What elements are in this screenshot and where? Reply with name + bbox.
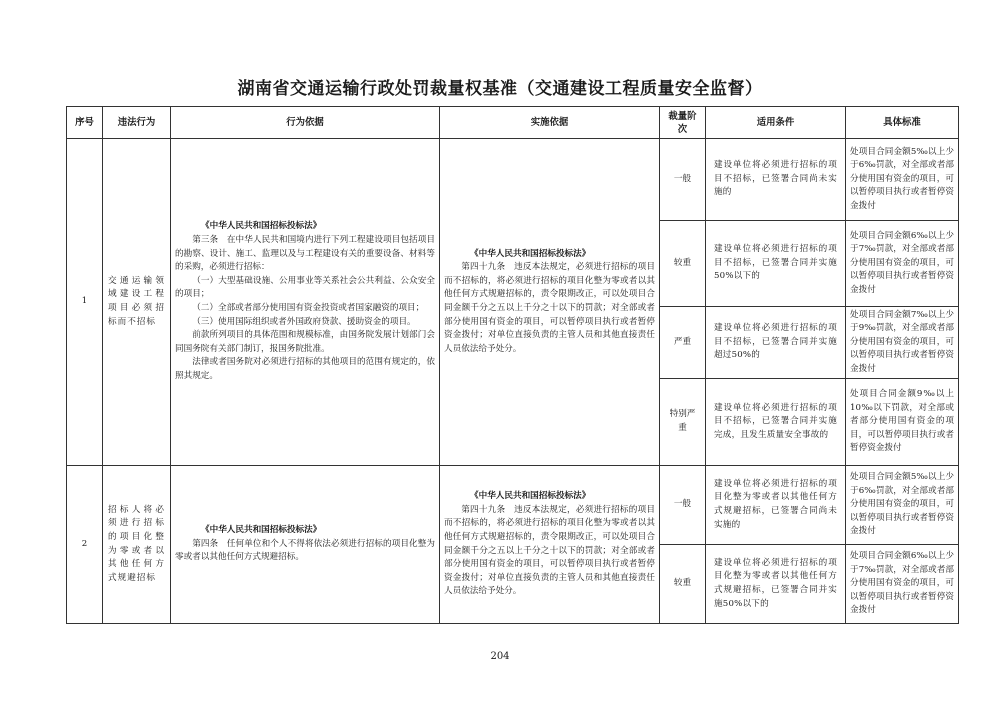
applicable-condition: 建设单位将必须进行招标的项目不招标，已签署合同尚未实施的 <box>706 139 846 221</box>
discretion-level: 严重 <box>660 307 706 379</box>
legal-basis <box>171 466 440 624</box>
basis-paragraph: 前款所列项目的具体范围和规模标准，由国务院发展计划部门会同国务院有关部门制订，报国务院批准。 <box>175 330 435 354</box>
impl-law-title: 《中华人民共和国招标投标法》 <box>470 248 591 259</box>
header-impl: 实施依据 <box>440 107 660 139</box>
applicable-condition: 建设单位将必须进行招标的项目不招标，已签署合同并实施50%以下的 <box>706 221 846 307</box>
specific-standard: 处项目合同金额6‰以上少于7‰罚款，对全部或者部分使用国有资金的项目，可以暂停项目执行或者暂停资金拨付 <box>846 221 959 307</box>
basis-paragraph: 第三条 在中华人民共和国境内进行下列工程建设项目包括项目的勘察、设计、施工、监理以及与工程建设有关的重要设备、材料等的采购，必须进行招标： <box>175 235 435 273</box>
impl-paragraph: 第四十九条 违反本法规定，必须进行招标的项目而不招标的，将必须进行招标的项目化整为零或者以其他任何方式规避招标的，责令限期改正，可以处项目合同金额千分之五以上千分之十以下的罚款；对全部或者部分使用国有资金的项目，可以暂停项目执行或者暂停资金拨付；对单位直接负责的主管人员和其他直接责任人员依法给予处分。 <box>444 504 655 597</box>
impl-paragraph: 第四十九条 违反本法规定，必须进行招标的项目而不招标的，将必须进行招标的项目化整为零或者以其他任何方式规避招标的，责令限期改正，可以处项目合同金额千分之五以上千分之十以下的罚款；对全部或者部分使用国有资金的项目，可以暂停项目执行或者暂停资金拨付；对单位直接负责的主管人员和其他直接责任人员依法给予处分。 <box>444 262 655 354</box>
penalty-standard-table <box>66 106 959 624</box>
basis-law-title: 《中华人民共和国招标投标法》 <box>201 221 322 232</box>
violation-behavior: 交通运输领域建设工程项目必须招标而不招标 <box>103 139 171 466</box>
violation-behavior: 招标人将必须进行招标的项目化整为零或者以其他任何方式规避招标 <box>103 466 171 624</box>
basis-paragraph: 第四条 任何单位和个人不得将依法必须进行招标的项目化整为零或者以其他任何方式规避招标。 <box>175 538 435 563</box>
legal-basis <box>171 139 440 466</box>
discretion-level: 一般 <box>660 139 706 221</box>
discretion-level: 特别严重 <box>660 379 706 466</box>
basis-paragraph: 法律或者国务院对必须进行招标的其他项目的范围有规定的，依照其规定。 <box>175 357 435 381</box>
basis-paragraph: （二）全部或者部分使用国有资金投资或者国家融资的项目； <box>192 303 425 313</box>
page-number: 204 <box>490 651 510 662</box>
applicable-condition: 建设单位将必须进行招标的项目不招标，已签署合同并实施完成，且发生质量安全事故的 <box>706 379 846 466</box>
header-behavior: 违法行为 <box>103 107 171 139</box>
table-row <box>67 139 959 221</box>
header-no: 序号 <box>67 107 103 139</box>
table-row <box>67 466 959 545</box>
header-basis: 行为依据 <box>171 107 440 139</box>
implementation-basis <box>440 139 660 466</box>
basis-paragraph: （一）大型基础设施、公用事业等关系社会公共利益、公众安全的项目； <box>175 275 435 300</box>
discretion-level: 较重 <box>660 221 706 307</box>
header-row <box>67 107 959 139</box>
basis-paragraph: （三）使用国际组织或者外国政府贷款、援助资金的项目。 <box>192 316 416 327</box>
row-number: 2 <box>67 466 103 624</box>
header-standard: 具体标准 <box>846 107 959 139</box>
basis-law-title: 《中华人民共和国招标投标法》 <box>201 525 322 536</box>
applicable-condition: 建设单位将必须进行招标的项目化整为零或者以其他任何方式规避招标，已签署合同并实施50%以下的 <box>706 545 846 624</box>
impl-law-title: 《中华人民共和国招标投标法》 <box>470 491 591 502</box>
specific-standard: 处项目合同金额5‰以上少于6‰罚款，对全部或者部分使用国有资金的项目，可以暂停项目执行或者暂停资金拨付 <box>846 466 959 545</box>
specific-standard: 处项目合同金额6‰以上少于7‰罚款，对全部或者部分使用国有资金的项目，可以暂停项目执行或者暂停资金拨付 <box>846 545 959 624</box>
specific-standard: 处项目合同金额5‰以上少于6‰罚款，对全部或者部分使用国有资金的项目，可以暂停项目执行或者暂停资金拨付 <box>846 139 959 221</box>
header-level: 裁量阶次 <box>660 107 706 139</box>
row-number: 1 <box>67 139 103 466</box>
specific-standard: 处项目合同金额9‰以上10‰以下罚款，对全部或者部分使用国有资金的项目，可以暂停项目执行或者暂停资金拨付 <box>846 379 959 466</box>
implementation-basis <box>440 466 660 624</box>
discretion-level: 较重 <box>660 545 706 624</box>
applicable-condition: 建设单位将必须进行招标的项目化整为零或者以其他任何方式规避招标，已签署合同尚未实施的 <box>706 466 846 545</box>
discretion-level: 一般 <box>660 466 706 545</box>
document-title: 湖南省交通运输行政处罚裁量权基准（交通建设工程质量安全监督） <box>237 79 763 99</box>
header-condition: 适用条件 <box>706 107 846 139</box>
specific-standard: 处项目合同金额7‰以上少于9‰罚款，对全部或者部分使用国有资金的项目，可以暂停项目执行或者暂停资金拨付 <box>846 307 959 379</box>
applicable-condition: 建设单位将必须进行招标的项目不招标，已签署合同并实施超过50%的 <box>706 307 846 379</box>
